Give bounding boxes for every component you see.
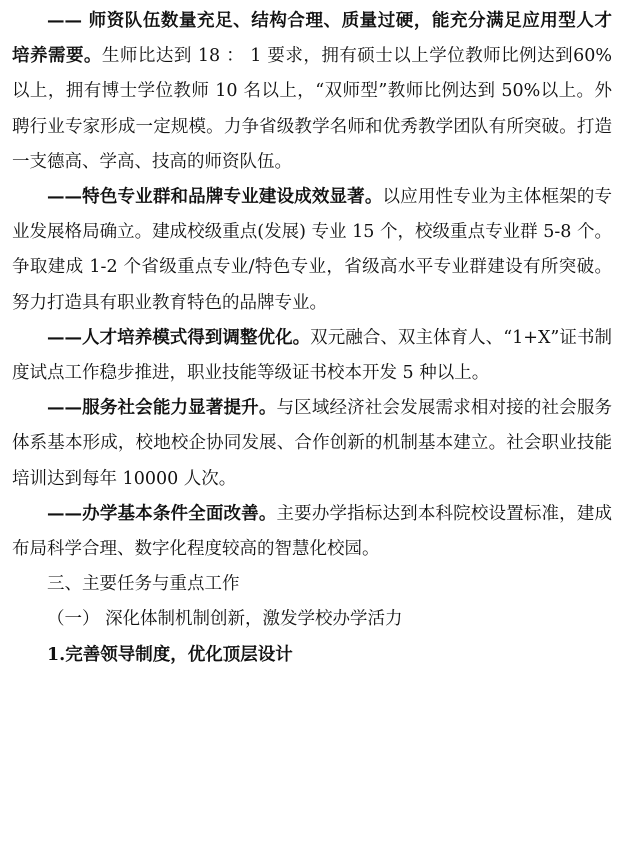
paragraph-body: 双元融合、双主体育人、“1+X”证书制度试点工作稳步推进，职业技能等级证书校本开发 5 种以上。 [12,327,612,384]
paragraph-lead: ——人才培养模式得到调整优化。 [47,327,311,348]
subsection-heading: （一） 深化体制机制创新，激发学校办学活力 [47,609,403,630]
paragraph-body: 以应用性专业为主体框架的专业发展格局确立。建成校级重点(发展) 专业 15 个，校级重点专业群 5-8 个。争取建成 1-2 个省级重点专业/特色专业，省级高水平专业群建设有所突破。努力打造具有职业教育特色的品牌专业。 [12,187,612,313]
paragraph-body: 主要办学指标达到本科院校设置标准，建成布局科学合理、数字化程度较高的智慧化校园。 [12,503,612,560]
paragraph-body: 生师比达到 18 ： 1 要求，拥有硕士以上学位教师比例达到60%以上，拥有博士学位教师 10 名以上，“双师型”教师比例达到 50%以上。外聘行业专家形成一定规模。力争省级教学名师和优秀教学团队有所突破。打造一支德高、学高、技高的师资队伍。 [12,46,612,172]
paragraph-conditions [12,497,612,567]
paragraph-lead: ——办学基本条件全面改善。 [47,503,277,524]
section-heading: 三、主要任务与重点工作 [47,574,240,595]
paragraph-lead: ——服务社会能力显著提升。 [47,398,277,419]
paragraph-lead: ——特色专业群和品牌专业建设成效显著。 [47,187,383,208]
paragraph-talent-model [12,321,612,391]
paragraph-social-service [12,391,612,497]
paragraph-faculty [12,4,612,180]
paragraph-body: 与区域经济社会发展需求相对接的社会服务体系基本形成，校地校企协同发展、合作创新的机制基本建立。社会职业技能培训达到每年 10000 人次。 [12,398,612,489]
item-heading: 1.完善领导制度，优化顶层设计 [47,644,293,665]
paragraph-lead: —— 师资队伍数量充足、结构合理、质量过硬，能充分满足应用型人才培养需要。 [12,11,612,67]
paragraph-majors [12,180,612,321]
